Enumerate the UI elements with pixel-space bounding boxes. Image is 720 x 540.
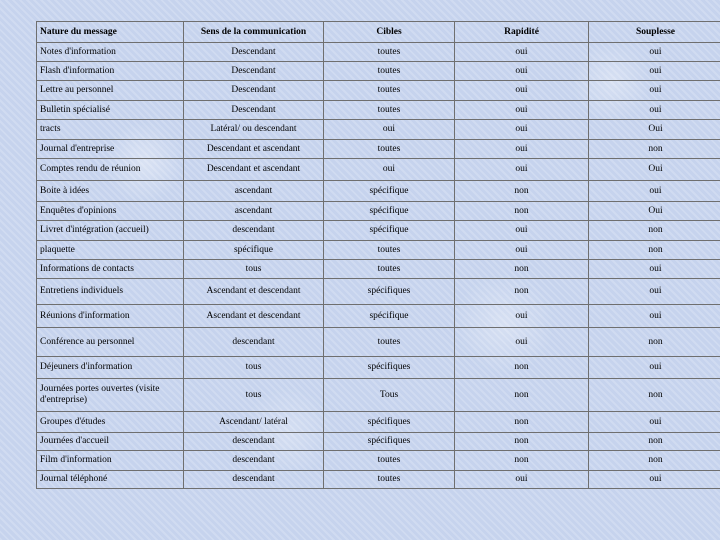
table-cell: oui bbox=[455, 241, 589, 260]
table-cell: oui bbox=[589, 471, 720, 489]
table-cell: oui bbox=[455, 140, 589, 159]
table-cell: non bbox=[455, 379, 589, 412]
table-cell: oui bbox=[589, 279, 720, 305]
table-cell: Bulletin spécialisé bbox=[37, 101, 184, 120]
table-cell: non bbox=[455, 357, 589, 379]
table-cell: spécifique bbox=[324, 202, 455, 221]
table-cell: spécifique bbox=[324, 221, 455, 241]
table-cell: non bbox=[455, 181, 589, 202]
table-cell: Réunions d'information bbox=[37, 305, 184, 328]
table-cell: non bbox=[455, 451, 589, 471]
header-cell: Cibles bbox=[324, 22, 455, 43]
table-cell: tracts bbox=[37, 120, 184, 140]
table-cell: Informations de contacts bbox=[37, 260, 184, 279]
table-cell: Oui bbox=[589, 159, 720, 181]
table-cell: Conférence au personnel bbox=[37, 328, 184, 357]
table-cell: oui bbox=[589, 43, 720, 62]
table-cell: spécifiques bbox=[324, 357, 455, 379]
table-cell: Ascendant et descendant bbox=[184, 305, 324, 328]
table-cell: Livret d'intégration (accueil) bbox=[37, 221, 184, 241]
table-cell: non bbox=[455, 433, 589, 451]
table-cell: Comptes rendu de réunion bbox=[37, 159, 184, 181]
table-cell: Notes d'information bbox=[37, 43, 184, 62]
table-cell: Journal d'entreprise bbox=[37, 140, 184, 159]
table-cell: Descendant et ascendant bbox=[184, 159, 324, 181]
table-cell: oui bbox=[324, 159, 455, 181]
table-cell: oui bbox=[589, 62, 720, 81]
table-cell: toutes bbox=[324, 260, 455, 279]
table-cell: plaquette bbox=[37, 241, 184, 260]
table-cell: Ascendant/ latéral bbox=[184, 412, 324, 433]
table-row bbox=[37, 202, 720, 221]
table-cell: descendant bbox=[184, 221, 324, 241]
table-cell: oui bbox=[589, 357, 720, 379]
table-cell: Ascendant et descendant bbox=[184, 279, 324, 305]
table-cell: tous bbox=[184, 379, 324, 412]
table-cell: oui bbox=[324, 120, 455, 140]
table-cell: descendant bbox=[184, 451, 324, 471]
table-cell: Journées portes ouvertes (visite d'entreprise) bbox=[37, 379, 184, 412]
table-cell: toutes bbox=[324, 328, 455, 357]
table-cell: non bbox=[589, 433, 720, 451]
header-row bbox=[37, 22, 720, 43]
table-cell: Lettre au personnel bbox=[37, 81, 184, 101]
table-cell: oui bbox=[589, 181, 720, 202]
table-row bbox=[37, 140, 720, 159]
table-cell: oui bbox=[455, 328, 589, 357]
table-cell: Flash d'information bbox=[37, 62, 184, 81]
table-cell: oui bbox=[589, 81, 720, 101]
table-cell: oui bbox=[455, 101, 589, 120]
table-cell: toutes bbox=[324, 451, 455, 471]
table-cell: spécifiques bbox=[324, 433, 455, 451]
table-row bbox=[37, 81, 720, 101]
table-cell: Déjeuners d'information bbox=[37, 357, 184, 379]
table-cell: toutes bbox=[324, 101, 455, 120]
table-cell: Descendant et ascendant bbox=[184, 140, 324, 159]
table-cell: oui bbox=[455, 305, 589, 328]
table-row bbox=[37, 433, 720, 451]
table-cell: non bbox=[589, 451, 720, 471]
table-cell: descendant bbox=[184, 471, 324, 489]
header-cell: Nature du message bbox=[37, 22, 184, 43]
header-cell: Rapidité bbox=[455, 22, 589, 43]
table-cell: toutes bbox=[324, 81, 455, 101]
table-cell: spécifique bbox=[184, 241, 324, 260]
table-row bbox=[37, 43, 720, 62]
table-cell: Journal téléphoné bbox=[37, 471, 184, 489]
table-cell: non bbox=[589, 328, 720, 357]
header-cell: Sens de la communication bbox=[184, 22, 324, 43]
table-cell: non bbox=[455, 260, 589, 279]
table-cell: oui bbox=[455, 62, 589, 81]
header-cell: Souplesse bbox=[589, 22, 720, 43]
table-cell: non bbox=[589, 140, 720, 159]
table-cell: spécifiques bbox=[324, 279, 455, 305]
table-cell: descendant bbox=[184, 328, 324, 357]
table-cell: non bbox=[455, 412, 589, 433]
table-cell: Descendant bbox=[184, 43, 324, 62]
table-cell: descendant bbox=[184, 433, 324, 451]
table-cell: oui bbox=[455, 120, 589, 140]
table-cell: spécifique bbox=[324, 181, 455, 202]
table-cell: Boite à idées bbox=[37, 181, 184, 202]
table-cell: toutes bbox=[324, 62, 455, 81]
table-cell: spécifiques bbox=[324, 412, 455, 433]
table-cell: toutes bbox=[324, 140, 455, 159]
table-cell: oui bbox=[589, 260, 720, 279]
table-cell: ascendant bbox=[184, 202, 324, 221]
table-cell: tous bbox=[184, 357, 324, 379]
table-cell: toutes bbox=[324, 471, 455, 489]
table-row bbox=[37, 279, 720, 305]
table-row bbox=[37, 451, 720, 471]
table-row bbox=[37, 357, 720, 379]
table-cell: non bbox=[589, 221, 720, 241]
table-cell: tous bbox=[184, 260, 324, 279]
table-cell: Latéral/ ou descendant bbox=[184, 120, 324, 140]
table-cell: oui bbox=[589, 305, 720, 328]
table-cell: Enquêtes d'opinions bbox=[37, 202, 184, 221]
table-row bbox=[37, 379, 720, 412]
table-cell: Descendant bbox=[184, 101, 324, 120]
table-cell: ascendant bbox=[184, 181, 324, 202]
table-cell: toutes bbox=[324, 241, 455, 260]
table-cell: Descendant bbox=[184, 62, 324, 81]
table-cell: oui bbox=[455, 221, 589, 241]
table-cell: oui bbox=[455, 471, 589, 489]
table-row bbox=[37, 181, 720, 202]
table-cell: non bbox=[589, 379, 720, 412]
table-cell: oui bbox=[455, 159, 589, 181]
table-cell: oui bbox=[589, 101, 720, 120]
table-row bbox=[37, 328, 720, 357]
table-cell: Descendant bbox=[184, 81, 324, 101]
table-row bbox=[37, 159, 720, 181]
table-cell: non bbox=[455, 202, 589, 221]
table-cell: Entretiens individuels bbox=[37, 279, 184, 305]
table-row bbox=[37, 471, 720, 489]
table-row bbox=[37, 241, 720, 260]
table-row bbox=[37, 221, 720, 241]
table-cell: Oui bbox=[589, 120, 720, 140]
table-row bbox=[37, 101, 720, 120]
table-cell: oui bbox=[589, 412, 720, 433]
table-cell: non bbox=[455, 279, 589, 305]
table-cell: spécifique bbox=[324, 305, 455, 328]
table-cell: Film d'information bbox=[37, 451, 184, 471]
table-row bbox=[37, 120, 720, 140]
table-cell: Journées d'accueil bbox=[37, 433, 184, 451]
table-cell: Tous bbox=[324, 379, 455, 412]
table-row bbox=[37, 412, 720, 433]
table-row bbox=[37, 62, 720, 81]
table-cell: Oui bbox=[589, 202, 720, 221]
table-cell: oui bbox=[455, 81, 589, 101]
message-table bbox=[36, 21, 720, 489]
table-body bbox=[37, 22, 720, 489]
table-cell: Groupes d'études bbox=[37, 412, 184, 433]
table-cell: oui bbox=[455, 43, 589, 62]
table-row bbox=[37, 260, 720, 279]
table-cell: toutes bbox=[324, 43, 455, 62]
table-row bbox=[37, 305, 720, 328]
table-cell: non bbox=[589, 241, 720, 260]
